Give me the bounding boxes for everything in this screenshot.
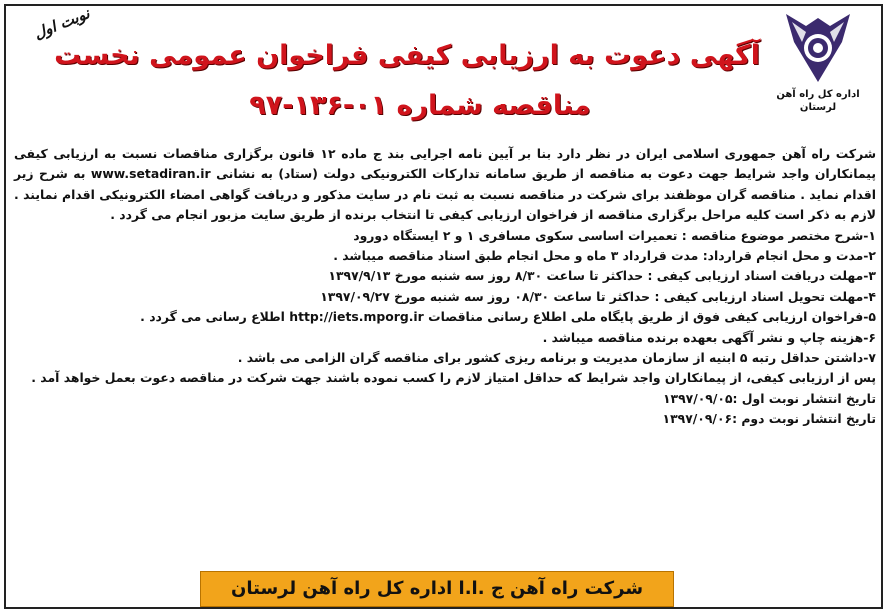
intro-paragraph (14, 144, 876, 226)
first-publication-badge: نوبت اول (31, 4, 93, 43)
item-label: ۳-مهلت دریافت اسناد ارزیابی کیفی : (647, 268, 876, 284)
item6-text: ۶-هزینه چاپ و نشر آگهی بعهده برنده مناقصه میباشد . (542, 329, 876, 345)
item-label: ۴-مهلت تحویل اسناد ارزیابی کیفی : (654, 288, 876, 304)
item-text: مدت قرارداد ۳ ماه و محل انجام طبق اسناد مناقصه میباشد . (333, 248, 699, 264)
item-text: حداکثر تا ساعت ۰۸/۳۰ روز سه شنبه مورخ ۱۳۹۷/۰۹/۲۷ (320, 288, 651, 304)
ad-title: آگهی دعوت به ارزیابی کیفی فراخوان عمومی نخست (54, 40, 760, 71)
item7-text: ۷-داشتن حداقل رتبه ۵ ابنیه از سازمان مدیریت و برنامه ریزی کشور برای مناقصه گران الزامی می باشد . (237, 350, 876, 366)
intro-text: شرکت راه آهن جمهوری اسلامی ایران در نظر دارد بنا بر آیین نامه اجرایی بند ج ماده ۱۲ قانون برگزاری مناقصات نسبت به ارزیابی کیفی پیمانکاران واجد شرایط جهت دعوت به مناقصه از طریق سامانه تدارکات الکترونیکی دولت (ستاد) به نشانی (14, 146, 877, 182)
organization-name: اداره کل راه آهن لرستان (776, 89, 860, 113)
iets-link[interactable]: http://iets.mporg.ir (289, 309, 424, 325)
logo (770, 8, 866, 120)
intro-rest-text: به شرح زیر اقدام نماید . مناقصه گران موظفند برای شرکت در مناقصه نسبت به ثبت نام در سایت مذکور و دریافت گواهی امضاء الکترونیکی اقدام نمایند . لازم به ذکر است کلیه مراحل برگزاری مناقصه از فراخوان ارزیابی کیفی تا انتخاب برنده از طریق سایت مزبور انجام می گردد . (14, 166, 876, 223)
list-item (14, 246, 876, 266)
tender-number: مناقصه شماره ۰۱-۱۳۶-۹۷ (249, 90, 591, 121)
setadiran-link[interactable]: www.setadiran.ir (90, 166, 211, 182)
publication-date-first: تاریخ انتشار نوبت اول :۱۳۹۷/۰۹/۰۵ (662, 390, 876, 406)
item-text: حداکثر تا ساعت ۸/۳۰ روز سه شنبه مورخ ۱۳۹۷/۹/۱۳ (328, 268, 644, 284)
footer-banner: شرکت راه آهن ج .ا.ا اداره کل راه آهن لرستان (200, 571, 674, 607)
list-item (14, 348, 876, 368)
item-label: ۱-شرح مختصر موضوع مناقصه : (681, 227, 876, 243)
item5-rest-text: اطلاع رسانی می گردد . (140, 309, 285, 325)
item-label: ۲-مدت و محل انجام قرارداد: (702, 248, 876, 264)
list-item (14, 226, 876, 246)
railway-emblem-icon (782, 8, 854, 86)
item5-text: ۵-فراخوان ارزیابی کیفی فوق از طریق پایگاه ملی اطلاع رسانی مناقصات (428, 309, 876, 325)
list-item (14, 307, 876, 327)
item-text: تعمیرات اساسی سکوی مسافری ۱ و ۲ ایستگاه دورود (353, 227, 678, 243)
list-item (14, 266, 876, 286)
list-item (14, 287, 876, 307)
list-item (14, 328, 876, 348)
closing-paragraph: پس از ارزیابی کیفی، از پیمانکاران واجد شرایط که حداقل امتیاز لازم را کسب نموده باشند جهت شرکت در مناقصه دعوت بعمل خواهد آمد . (31, 370, 876, 386)
ad-body (14, 144, 876, 564)
publication-date-second: تاریخ انتشار نوبت دوم :۱۳۹۷/۰۹/۰۶ (662, 411, 876, 427)
